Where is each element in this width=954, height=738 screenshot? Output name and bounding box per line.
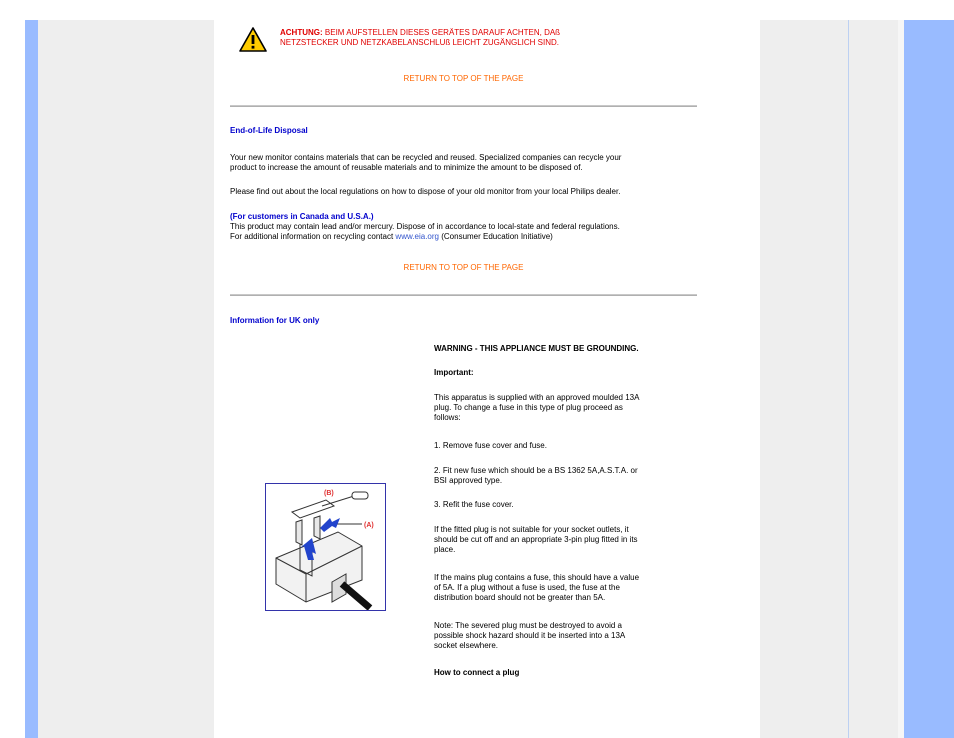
main-content <box>214 20 760 738</box>
label-a: (A) <box>364 522 374 529</box>
return-to-top-link-1[interactable]: RETURN TO TOP OF THE PAGE <box>403 74 524 83</box>
left-grey-panel <box>38 20 214 738</box>
section-divider-1 <box>230 105 697 107</box>
uk-step-3: 3. Refit the fuse cover. <box>434 500 514 509</box>
uk-step2-line1: 2. Fit new fuse which should be a BS 1362 5A,A.S.T.A. or <box>434 466 638 475</box>
uk-p3-line2: of 5A. If a plug without a fuse is used, the fuse at the <box>434 583 620 592</box>
uk-step-1: 1. Remove fuse cover and fuse. <box>434 441 547 450</box>
uk-step2-line2: BSI approved type. <box>434 476 503 485</box>
plug-fuse-diagram <box>265 483 386 611</box>
plug-illustration <box>266 484 385 610</box>
uk-p3-line3: distribution board should not be greater than 5A. <box>434 593 606 602</box>
uk-paragraph-3 <box>434 573 694 603</box>
uk-note-line2: possible shock hazard should it be inserted into a 13A <box>434 631 626 640</box>
canada-heading: (For customers in Canada and U.S.A.) <box>230 212 374 221</box>
uk-note-line1: Note: The severed plug must be destroyed to avoid a <box>434 621 622 630</box>
uk-step-2 <box>434 466 694 486</box>
right-blue-bar <box>904 20 954 738</box>
eia-link[interactable]: www.eia.org <box>395 232 439 241</box>
canada-paragraph <box>230 222 700 242</box>
warning-text-de <box>280 28 740 48</box>
return-to-top-link-2[interactable]: RETURN TO TOP OF THE PAGE <box>403 263 524 272</box>
right-grey-panel-2 <box>849 20 904 738</box>
uk-grounding-warning: WARNING - THIS APPLIANCE MUST BE GROUNDING. <box>434 344 639 353</box>
eol-heading: End-of-Life Disposal <box>230 126 308 135</box>
uk-note <box>434 621 694 651</box>
uk-p1-line2: plug. To change a fuse in this type of plug proceed as <box>434 403 623 412</box>
uk-p1-line3: follows: <box>434 413 461 422</box>
left-blue-bar <box>25 20 38 738</box>
uk-p2-line1: If the fitted plug is not suitable for your socket outlets, it <box>434 525 629 534</box>
warning-triangle-icon <box>238 26 268 54</box>
eol-paragraph-1 <box>230 153 700 173</box>
eol-para1-line1: Your new monitor contains materials that can be recycled and reused. Specialized companies can recycle your <box>230 153 622 162</box>
uk-note-line3: socket elsewhere. <box>434 641 499 650</box>
canada-line2-pre: For additional information on recycling contact <box>230 232 396 241</box>
warning-line-1: BEIM AUFSTELLEN DIESES GERÄTES DARAUF ACHTEN, DAß <box>324 28 561 37</box>
uk-p2-line2: should be cut off and an appropriate 3-pin plug fitted in its <box>434 535 638 544</box>
canada-line2-post: (Consumer Education Initiative) <box>439 232 553 241</box>
eol-para1-line2: product to increase the amount of reusable materials and to minimize the amount to be disposed of. <box>230 163 583 172</box>
eol-paragraph-2: Please find out about the local regulations on how to dispose of your old monitor from your local Philips dealer. <box>230 187 621 196</box>
uk-p2-line3: place. <box>434 545 456 554</box>
warning-line-2: NETZSTECKER UND NETZKABELANSCHLUß LEICHT ZUGÄNGLICH SIND. <box>280 38 560 47</box>
right-grey-panel <box>760 20 848 738</box>
section-divider-2 <box>230 294 697 296</box>
uk-p1-line1: This apparatus is supplied with an approved moulded 13A <box>434 393 640 402</box>
label-b: (B) <box>324 490 334 497</box>
uk-connect-heading: How to connect a plug <box>434 668 520 677</box>
uk-important-label: Important: <box>434 368 474 377</box>
warning-label: ACHTUNG: <box>280 28 323 37</box>
uk-paragraph-2 <box>434 525 694 555</box>
uk-heading: Information for UK only <box>230 316 320 325</box>
uk-p3-line1: If the mains plug contains a fuse, this should have a value <box>434 573 640 582</box>
uk-paragraph-1 <box>434 393 694 423</box>
canada-line1: This product may contain lead and/or mercury. Dispose of in accordance to local-state and federal regulations. <box>230 222 620 231</box>
